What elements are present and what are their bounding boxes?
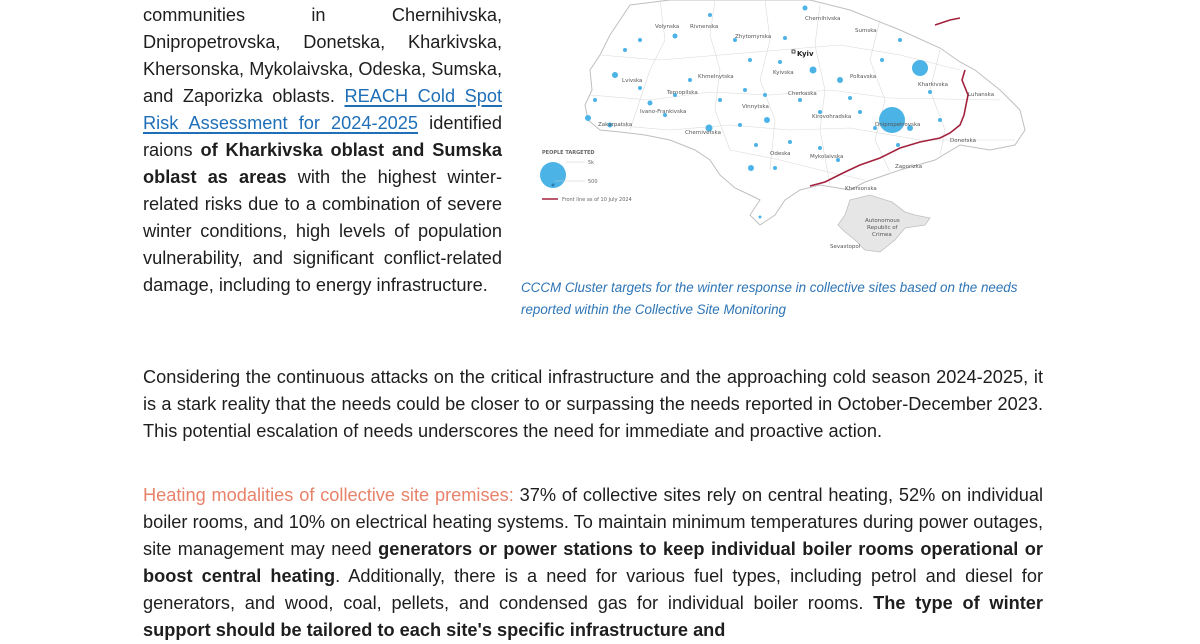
- svg-text:Lvivska: Lvivska: [622, 78, 643, 84]
- svg-text:Khersonska: Khersonska: [845, 186, 877, 192]
- legend-title: PEOPLE TARGETED: [542, 150, 595, 156]
- svg-text:Volynska: Volynska: [655, 24, 680, 30]
- escalation-text: Considering the continuous attacks on the critical infrastructure and the approaching cold season 2024-2025, it is a stark reality that the needs could be closer to or surpassing the needs reported in October-December 2023. This potential escalation of needs underscores the need for immediate and proactive action.: [143, 367, 1043, 441]
- svg-text:Poltavska: Poltavska: [850, 74, 877, 80]
- svg-text:Zhytomyrska: Zhytomyrska: [735, 34, 772, 40]
- heating-bold-1: generators or power stations to keep individual boiler rooms operational or boost central heating: [143, 539, 1043, 586]
- svg-text:Ternopilska: Ternopilska: [667, 90, 698, 96]
- heating-paragraph: [143, 482, 1043, 644]
- oblasts-paragraph: [143, 2, 502, 299]
- svg-text:Kyivska: Kyivska: [773, 70, 794, 76]
- svg-text:Sevastopol: Sevastopol: [830, 244, 861, 250]
- oblasts-text: communities in Chernihivska, Dnipropetrovska, Donetska, Kharkivska, Khersonska, Mykolaivska, Odeska, Sumska, and Zaporizka oblasts.: [143, 5, 502, 106]
- legend-frontline-label: Front line as of 10 July 2024: [562, 197, 632, 203]
- risk-reasons-text: with the highest winter-related risks due to a combination of severe winter conditions, high levels of population vulnerability, and significant conflict-related damage, including to energy infrastructure.: [143, 167, 502, 295]
- svg-text:Republic of: Republic of: [867, 225, 898, 231]
- left-text-column: [143, 2, 502, 299]
- heating-bold-2: The type of winter support should be tailored to each site's specific infrastructure and: [143, 593, 1043, 640]
- svg-text:Crimea: Crimea: [872, 232, 892, 238]
- svg-text:Odeska: Odeska: [770, 151, 791, 157]
- svg-text:Rivnenska: Rivnenska: [690, 24, 719, 30]
- svg-text:Khmelnytska: Khmelnytska: [698, 74, 734, 80]
- svg-text:Donetska: Donetska: [950, 138, 976, 144]
- identified-text: identified raions: [143, 113, 502, 160]
- kyiv-label: Kyiv: [797, 50, 814, 58]
- crimea-label: Autonomous: [865, 218, 900, 224]
- map-caption: CCCM Cluster targets for the winter response in collective sites based on the needs reported within the Collective Site Monitoring: [521, 280, 1018, 317]
- svg-text:Chernivetska: Chernivetska: [685, 130, 722, 136]
- svg-text:Kharkivska: Kharkivska: [918, 82, 949, 88]
- heating-heading: Heating modalities of collective site premises:: [143, 485, 514, 505]
- escalation-paragraph: [143, 364, 1043, 445]
- svg-text:Zakarpatska: Zakarpatska: [598, 122, 633, 128]
- risk-areas-bold: of Kharkivska oblast and Sumska oblast as areas: [143, 140, 502, 187]
- svg-text:Mykolaivska: Mykolaivska: [810, 154, 844, 160]
- map-legend: [540, 150, 632, 203]
- ukraine-target-map: [520, 0, 1040, 265]
- heating-text-1: 37% of collective sites rely on central heating, 52% on individual boiler rooms, and 10% on electrical heating systems. To maintain minimum temperatures during power outages, site management may need: [143, 485, 1043, 559]
- heating-text-2: . Additionally, there is a need for various fuel types, including petrol and diesel for generators, and wood, coal, pellets, and condensed gas for individual boiler rooms.: [143, 566, 1043, 613]
- svg-text:Cherkaska: Cherkaska: [788, 91, 817, 97]
- legend-size-min: 500: [588, 179, 598, 185]
- svg-text:Chernihivska: Chernihivska: [805, 16, 841, 22]
- svg-text:Ivano-Frankivska: Ivano-Frankivska: [640, 109, 687, 115]
- svg-text:Luhanska: Luhanska: [968, 92, 995, 98]
- svg-text:Vinnytska: Vinnytska: [742, 104, 769, 110]
- svg-text:Sumska: Sumska: [855, 28, 877, 34]
- svg-text:Zaporizka: Zaporizka: [895, 164, 923, 170]
- reach-assessment-link[interactable]: REACH Cold Spot Risk Assessment for 2024-2025: [143, 86, 502, 133]
- svg-text:Dnipropetrovska: Dnipropetrovska: [875, 122, 921, 128]
- svg-text:Kirovohradska: Kirovohradska: [812, 114, 852, 120]
- legend-size-max: 5k: [588, 160, 595, 166]
